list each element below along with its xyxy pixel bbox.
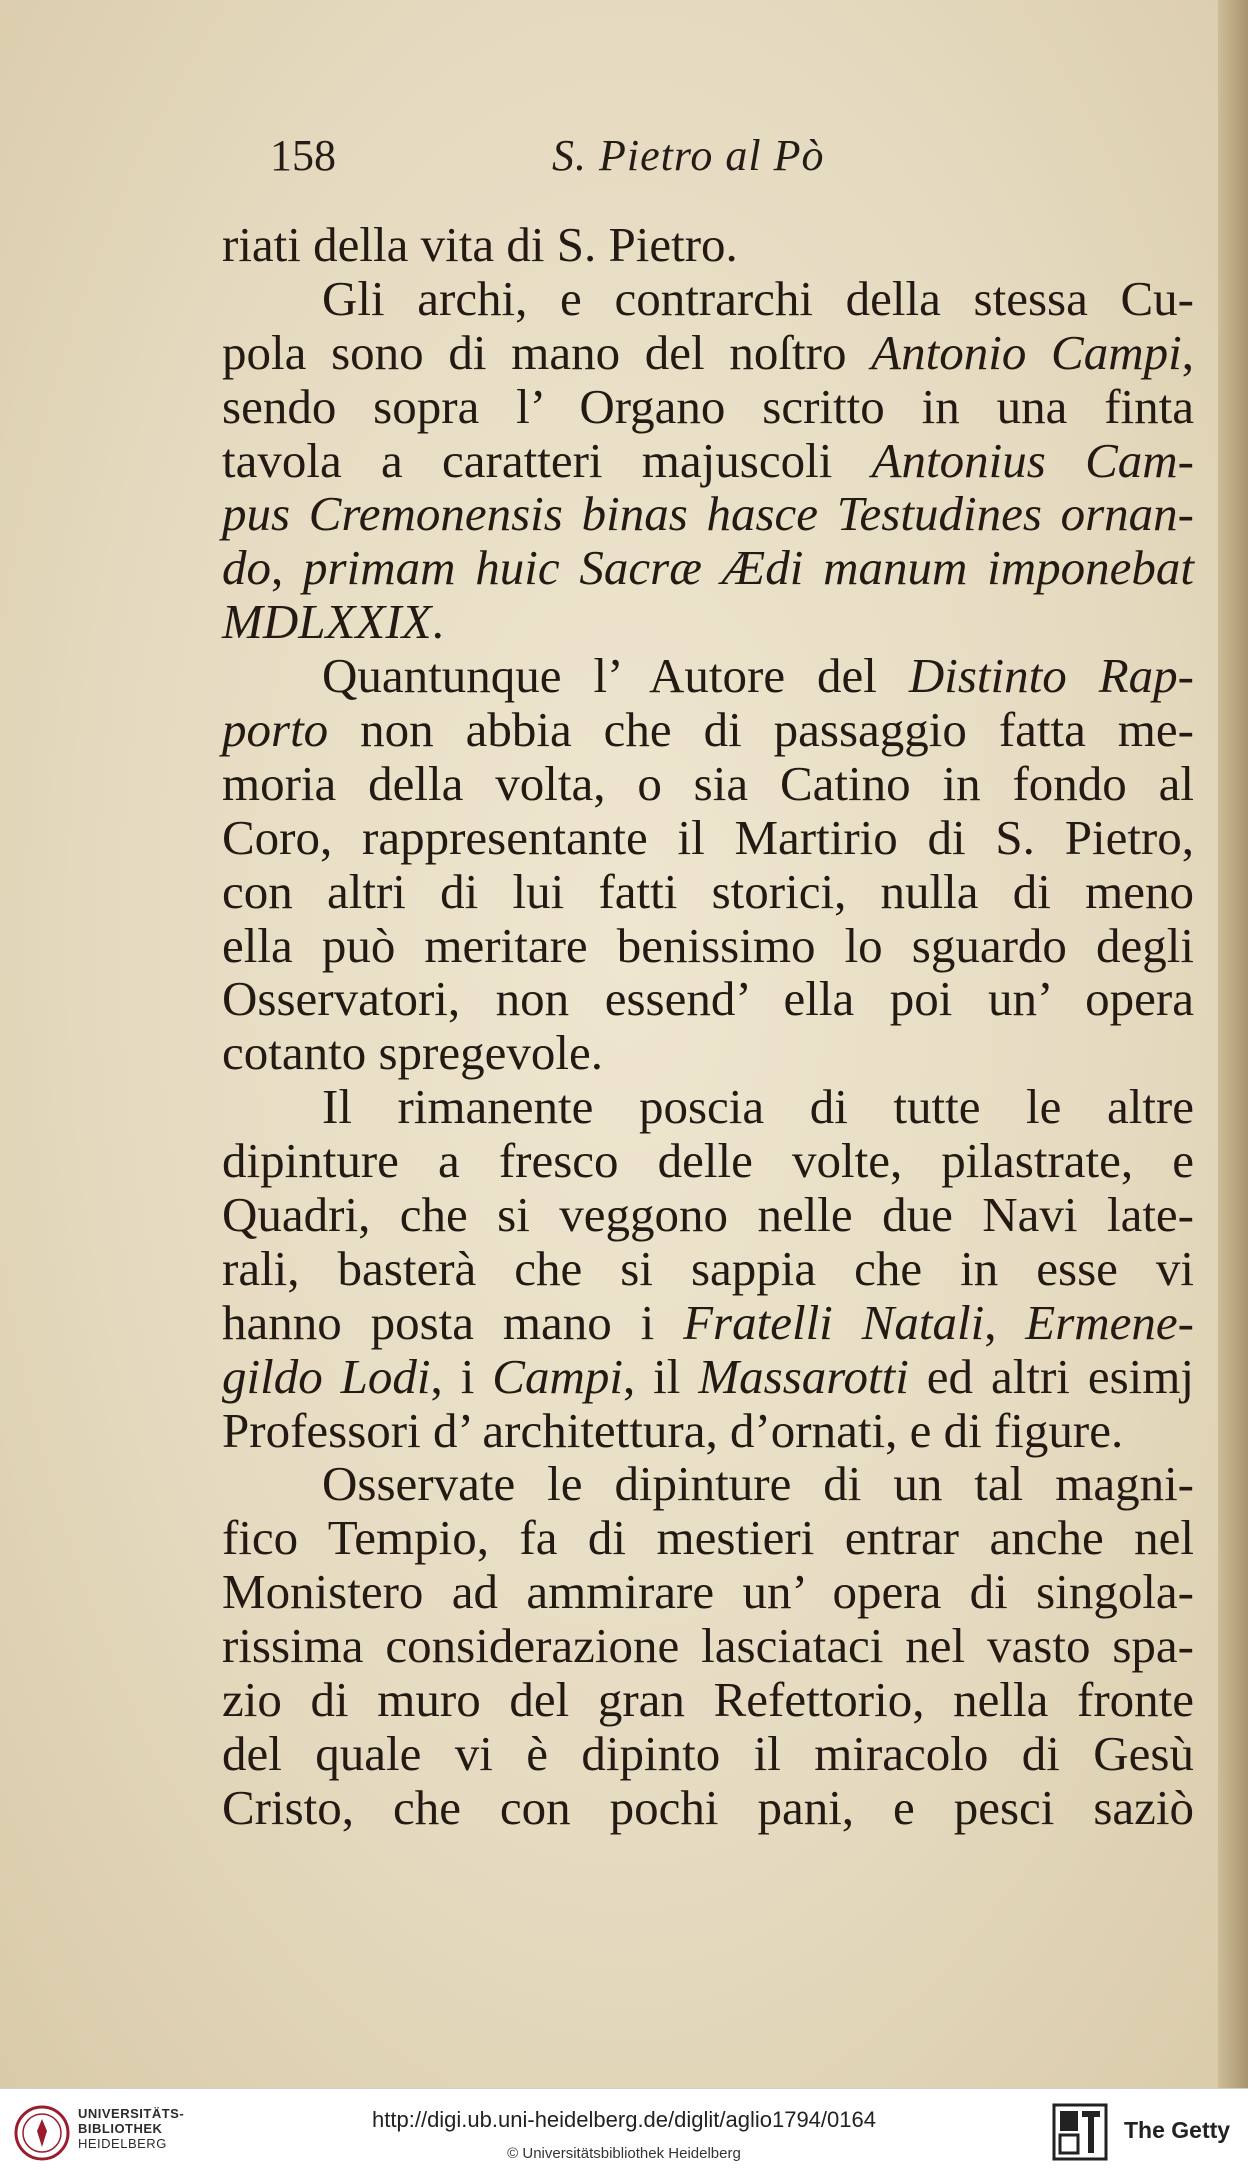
text-line bbox=[222, 541, 1194, 595]
text-line bbox=[222, 380, 1194, 434]
getty-name: The Getty bbox=[1124, 2117, 1231, 2143]
text-segment: Quadri, che si veggono nelle due Navi late- bbox=[222, 1187, 1194, 1243]
text-line bbox=[222, 757, 1194, 811]
text-segment: sendo sopra l’ Organo scritto in una finta bbox=[222, 378, 1194, 434]
text-line bbox=[222, 1727, 1194, 1781]
text-segment: , bbox=[271, 540, 304, 596]
text-segment: del quale vi è dipinto il miracolo di Gesù bbox=[222, 1725, 1194, 1781]
italic-text: Campi bbox=[492, 1348, 623, 1404]
text-line bbox=[222, 1673, 1194, 1727]
italic-text: primam huic Sacræ Ædi manum imponebat bbox=[303, 540, 1195, 596]
text-segment: rissima considerazione lasciataci nel vasto spa- bbox=[222, 1618, 1194, 1674]
page-header bbox=[262, 130, 1162, 190]
text-line bbox=[222, 1511, 1194, 1565]
italic-text: gildo Lodi bbox=[222, 1348, 431, 1404]
text-line bbox=[222, 1026, 1194, 1080]
text-line bbox=[222, 1134, 1194, 1188]
text-segment: pola sono di mano del noſtro bbox=[222, 324, 872, 380]
italic-text: do bbox=[222, 540, 271, 596]
text-segment: Cristo, che con pochi pani, e pesci saziò bbox=[222, 1779, 1194, 1835]
text-segment: Professori d’ architettura, d’ornati, e di figure. bbox=[222, 1402, 1124, 1458]
italic-text: pus Cremonensis binas hasce Testudines ornan- bbox=[222, 486, 1194, 542]
italic-text: Distinto Rap- bbox=[908, 648, 1194, 704]
text-segment: tavola a caratteri majuscoli bbox=[222, 432, 872, 488]
text-segment: non abbia che di passaggio fatta me- bbox=[328, 702, 1194, 758]
text-line bbox=[222, 811, 1194, 865]
text-line bbox=[222, 1350, 1194, 1404]
text-line bbox=[222, 1619, 1194, 1673]
italic-text: porto bbox=[222, 702, 329, 758]
permalink-url[interactable]: http://digi.ub.uni-heidelberg.de/diglit/aglio1794/0164 bbox=[372, 2107, 876, 2132]
text-line bbox=[222, 972, 1194, 1026]
italic-text: Massarotti bbox=[698, 1348, 909, 1404]
text-line bbox=[222, 1296, 1194, 1350]
copyright-notice: © Universitätsbibliothek Heidelberg bbox=[507, 2145, 741, 2162]
text-segment: con altri di lui fatti storici, nulla di meno bbox=[222, 863, 1194, 919]
text-segment: ella può meritare benissimo lo sguardo degli bbox=[222, 917, 1194, 973]
text-segment: hanno posta mano i bbox=[222, 1294, 684, 1350]
italic-text: Ermene- bbox=[1025, 1294, 1194, 1350]
text-line bbox=[222, 865, 1194, 919]
text-line bbox=[222, 649, 1194, 703]
library-name-line: HEIDELBERG bbox=[78, 2136, 167, 2151]
text-line bbox=[222, 1242, 1194, 1296]
text-segment: ed altri esimj bbox=[908, 1348, 1194, 1404]
text-segment: Osservate le dipinture di un tal magni- bbox=[322, 1456, 1194, 1512]
italic-text: Antonius Cam- bbox=[871, 432, 1194, 488]
italic-text: MDLXXIX bbox=[222, 594, 432, 650]
library-name-line: UNIVERSITÄTS- bbox=[78, 2106, 185, 2121]
text-line bbox=[222, 1457, 1194, 1511]
text-segment: Osservatori, non essend’ ella poi un’ opera bbox=[222, 971, 1194, 1027]
text-line bbox=[222, 272, 1194, 326]
text-line bbox=[222, 326, 1194, 380]
text-line bbox=[222, 218, 1194, 272]
text-segment: dipinture a fresco delle volte, pilastrate, e bbox=[222, 1133, 1194, 1189]
italic-text: Antonio Campi bbox=[871, 324, 1182, 380]
text-segment: moria della volta, o sia Catino in fondo al bbox=[222, 755, 1194, 811]
text-segment: zio di muro del gran Refettorio, nella fronte bbox=[222, 1672, 1194, 1728]
text-line bbox=[222, 595, 1194, 649]
text-segment: rali, basterà che si sappia che in esse vi bbox=[222, 1240, 1194, 1296]
text-segment: Monistero ad ammirare un’ opera di singola- bbox=[222, 1564, 1194, 1620]
text-segment: Gli archi, e contrarchi della stessa Cu- bbox=[322, 270, 1194, 326]
text-line bbox=[222, 434, 1194, 488]
text-line bbox=[222, 703, 1194, 757]
text-segment: . bbox=[431, 594, 444, 650]
page-number: 158 bbox=[270, 131, 336, 180]
body-text bbox=[222, 218, 1194, 1835]
text-line bbox=[222, 1781, 1194, 1835]
text-line bbox=[222, 1188, 1194, 1242]
text-line bbox=[222, 919, 1194, 973]
text-segment: , il bbox=[622, 1348, 699, 1404]
text-line bbox=[222, 1565, 1194, 1619]
text-segment: Il rimanente poscia di tutte le altre bbox=[322, 1079, 1194, 1135]
text-line bbox=[222, 487, 1194, 541]
getty-logo-icon bbox=[1052, 2103, 1108, 2161]
italic-text: Fratelli Natali bbox=[683, 1294, 985, 1350]
text-segment: , i bbox=[430, 1348, 493, 1404]
text-segment: cotanto spregevole. bbox=[222, 1025, 603, 1081]
text-line bbox=[222, 1404, 1194, 1458]
text-line bbox=[222, 1080, 1194, 1134]
text-segment: Coro, rappresentante il Martirio di S. Pietro, bbox=[222, 809, 1194, 865]
page-edge bbox=[1218, 0, 1248, 2088]
text-segment: fico Tempio, fa di mestieri entrar anche nel bbox=[222, 1510, 1194, 1566]
viewer-footer bbox=[0, 2088, 1248, 2176]
text-segment: Quantunque l’ Autore del bbox=[322, 648, 909, 704]
running-title: S. Pietro al Pò bbox=[552, 131, 825, 180]
library-name-line: BIBLIOTHEK bbox=[78, 2121, 163, 2136]
text-segment: , bbox=[984, 1294, 1026, 1350]
text-segment: riati della vita di S. Pietro. bbox=[222, 217, 738, 272]
text-segment: , bbox=[1181, 324, 1194, 380]
